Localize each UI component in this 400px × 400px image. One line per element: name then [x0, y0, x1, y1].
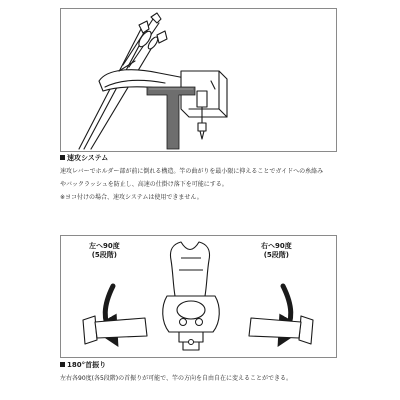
- fast-system-heading-text: 速攻システム: [67, 154, 109, 162]
- swing-right-steps: (5段階): [263, 251, 290, 259]
- bullet-square-icon: [60, 155, 65, 160]
- swing-180-heading: [60, 361, 106, 370]
- swing-180-heading-text: 180°首振り: [67, 361, 107, 369]
- fast-system-illustration: [60, 8, 337, 152]
- swing-right-degree: 右へ90度: [261, 242, 292, 250]
- swing-left-label: [89, 242, 120, 260]
- swing-left-degree: 左へ90度: [89, 242, 120, 250]
- swing-180-description: 左右各90度(各5段階)の首振りが可能で、竿の方向を自由自在に変えることができる。: [60, 375, 293, 382]
- swing-left-steps: (5段階): [91, 251, 118, 259]
- fast-system-heading: [60, 154, 108, 163]
- swing-180-illustration: [60, 235, 337, 358]
- fast-system-note: ※ヨコ付けの場合、速攻システムは使用できません。: [60, 194, 203, 201]
- fast-system-description-line2: やバックラッシュを防止し、高速の仕掛け落下を可能にする。: [60, 181, 228, 188]
- swing-right-label: [261, 242, 292, 260]
- bullet-square-icon: [60, 362, 65, 367]
- fast-system-description-line1: 速攻レバーでホルダー部が前に倒れる構造。竿の曲がりを最小限に抑えることでガイドへの糸絡み: [60, 168, 324, 175]
- rod-holder-lever-drawing: [61, 9, 336, 151]
